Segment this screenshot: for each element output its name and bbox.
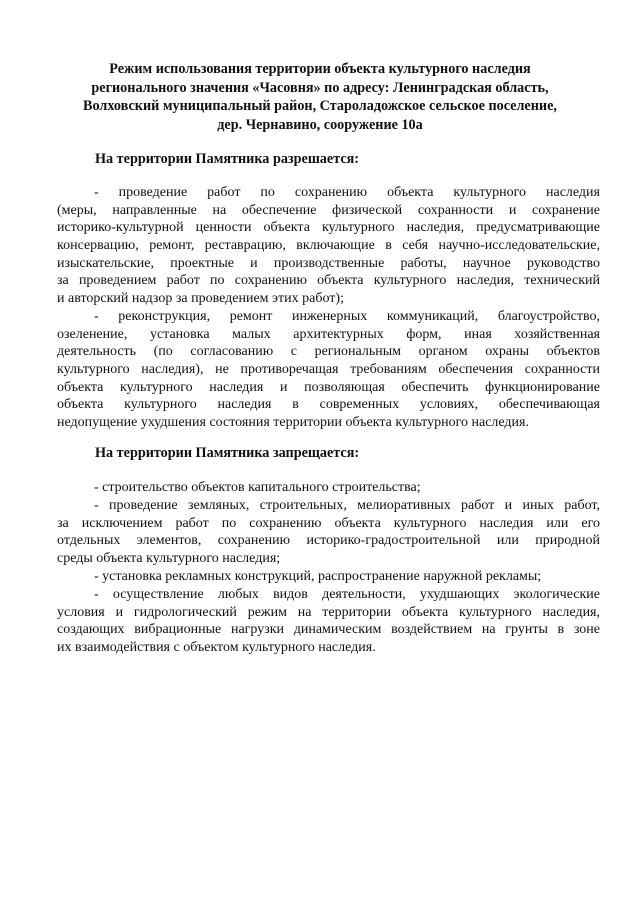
forbidden-item-4	[57, 586, 600, 657]
text-line: недопущение ухудшения состояния территории объекта культурного наследия.	[57, 415, 529, 431]
text-line: отдельных элементов, сохранению историко-градостроительной или природной	[57, 533, 600, 549]
text-line: объекта культурного наследия и позволяющая обеспечить функционирование	[57, 379, 600, 395]
title-line: Волховский муниципальный район, Староладожское сельское поселение,	[83, 98, 557, 114]
forbidden-item-1	[57, 479, 600, 497]
document-title	[58, 60, 582, 134]
text-line: условия и гидрологический режим на территории объекта культурного наследия,	[57, 604, 600, 620]
forbidden-item-3	[57, 568, 600, 586]
text-line: за исключением работ по сохранению объекта культурного наследия или его	[57, 515, 600, 531]
title-line: регионального значения «Часовня» по адресу: Ленинградская область,	[91, 79, 549, 96]
title-line: Режим использования территории объекта культурного наследия	[109, 61, 531, 77]
text-line: историко-культурной ценности объекта культурного наследия, предусматривающие	[57, 220, 600, 236]
text-line: культурного наследия), не противоречащая требованиям обеспечения сохранности	[57, 362, 600, 378]
text-line: изыскательские, проектные и производственные работы, научное руководство	[57, 255, 600, 271]
allowed-item-2	[57, 308, 600, 432]
text-line: консервацию, ремонт, реставрацию, включающие в себя научно-исследовательские,	[57, 238, 600, 254]
text-line: - установка рекламных конструкций, распространение наружной рекламы;	[94, 569, 542, 584]
text-line: - строительство объектов капитального строительства;	[94, 480, 421, 495]
text-line: объекта культурного наследия в современных условиях, обеспечивающая	[57, 397, 600, 413]
text-line: и авторский надзор за проведением этих работ);	[57, 291, 344, 307]
text-line: (меры, направленные на обеспечение физической сохранности и сохранение	[57, 202, 600, 218]
allowed-item-1	[57, 184, 600, 308]
forbidden-heading: На территории Памятника запрещается:	[95, 445, 360, 461]
text-line: озеленение, установка малых архитектурных форм, иная хозяйственная	[57, 326, 600, 342]
text-line: их взаимодействия с объектом культурного наследия.	[57, 640, 376, 656]
text-line: - осуществление любых видов деятельности, ухудшающих экологические	[94, 587, 600, 602]
text-line: деятельность (по согласованию с региональным органом охраны объектов	[57, 344, 600, 360]
text-line: создающих вибрационные нагрузки динамическим воздействием на грунты в зоне	[57, 622, 600, 638]
forbidden-item-2	[57, 497, 600, 568]
text-line: за проведением работ по сохранению объекта культурного наследия, технический	[57, 273, 600, 289]
text-line: - проведение земляных, строительных, мелиоративных работ и иных работ,	[94, 498, 600, 513]
text-line: - реконструкция, ремонт инженерных коммуникаций, благоустройство,	[94, 309, 600, 324]
text-line: среды объекта культурного наследия;	[57, 551, 281, 567]
title-line: дер. Чернавино, сооружение 10а	[217, 116, 423, 133]
allowed-heading: На территории Памятника разрешается:	[95, 151, 360, 167]
text-line: - проведение работ по сохранению объекта культурного наследия	[94, 185, 600, 200]
